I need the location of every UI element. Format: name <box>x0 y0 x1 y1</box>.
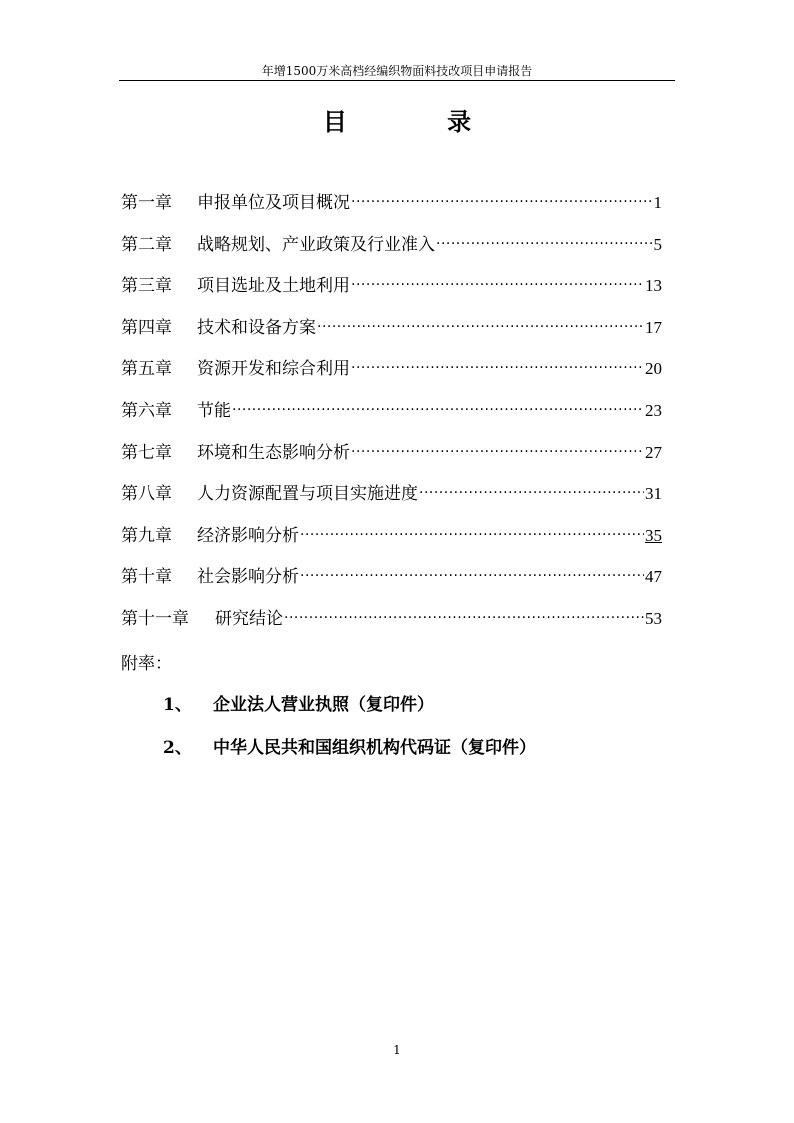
toc-leader-dots <box>436 233 653 250</box>
toc-entry[interactable] <box>121 438 662 480</box>
appendix-item <box>163 733 536 758</box>
toc-chapter-label: 第八章 <box>121 484 172 505</box>
toc-chapter-label: 第十一章 <box>121 608 189 629</box>
toc-leader-dots <box>419 482 644 499</box>
appendix-item-text: 企业法人营业执照（复印件） <box>213 695 434 715</box>
toc-entry[interactable] <box>121 562 662 604</box>
toc-chapter-label: 第五章 <box>121 359 172 380</box>
toc-page-number: 23 <box>645 400 662 420</box>
toc-entry-title: 环境和生态影响分析 <box>197 442 350 463</box>
toc-entry-title: 研究结论 <box>215 608 283 629</box>
toc-leader-dots <box>284 607 644 624</box>
toc-chapter-label: 第七章 <box>121 442 172 463</box>
toc-entry-title: 社会影响分析 <box>197 567 299 588</box>
appendix-item-number: 2、 <box>163 738 192 758</box>
toc-page-number: 20 <box>645 359 662 379</box>
toc-entry-title: 项目选址及土地利用 <box>197 276 350 297</box>
toc-leader-dots <box>300 565 644 582</box>
toc-leader-dots <box>351 191 653 208</box>
toc-chapter-label: 第一章 <box>121 193 172 213</box>
toc-chapter-label: 第六章 <box>121 400 172 421</box>
appendix-item-number: 1、 <box>163 695 192 715</box>
toc-entry-title: 经济影响分析 <box>197 525 299 546</box>
toc-entry-title: 技术和设备方案 <box>197 317 316 338</box>
toc-entry[interactable] <box>121 271 662 313</box>
toc-page-number: 5 <box>653 234 662 254</box>
toc-page-number: 1 <box>653 193 662 212</box>
toc-entry[interactable] <box>121 188 662 230</box>
header-divider <box>119 80 675 81</box>
toc-title: 目 录 <box>322 107 518 136</box>
toc-entry-title: 资源开发和综合利用 <box>197 359 350 380</box>
toc-entry[interactable] <box>121 354 662 396</box>
toc-page-number: 53 <box>645 608 662 628</box>
page-number: 1 <box>393 1043 401 1057</box>
appendix-item-text: 中华人民共和国组织机构代码证（复印件） <box>213 738 536 758</box>
appendix-item <box>163 690 434 715</box>
toc-page-number: 17 <box>645 317 662 337</box>
appendix-label: 附率： <box>121 654 172 674</box>
table-of-contents <box>121 188 662 646</box>
toc-leader-dots <box>232 399 644 416</box>
toc-page-number: 13 <box>645 276 662 296</box>
toc-entry[interactable] <box>121 479 662 521</box>
toc-entry[interactable] <box>121 521 662 563</box>
toc-entry[interactable] <box>121 604 662 646</box>
toc-page-number: 31 <box>645 484 662 504</box>
toc-entry[interactable] <box>121 313 662 355</box>
toc-page-number: 27 <box>645 442 662 462</box>
toc-entry[interactable] <box>121 230 662 272</box>
toc-page-number: 47 <box>645 567 662 587</box>
toc-entry-title: 申报单位及项目概况 <box>197 193 350 213</box>
toc-chapter-label: 第二章 <box>121 234 172 255</box>
toc-chapter-label: 第三章 <box>121 276 172 297</box>
toc-chapter-label: 第九章 <box>121 525 172 546</box>
toc-page-number: 35 <box>645 525 662 545</box>
toc-chapter-label: 第十章 <box>121 567 172 588</box>
toc-entry[interactable] <box>121 396 662 438</box>
toc-leader-dots <box>351 274 644 291</box>
toc-entry-title: 战略规划、产业政策及行业准入 <box>197 234 435 255</box>
running-header: 年增1500万米高档经编织物面料技改项目申请报告 <box>261 64 533 78</box>
toc-leader-dots <box>317 316 644 333</box>
toc-leader-dots <box>300 524 644 541</box>
toc-entry-title: 节能 <box>197 400 231 421</box>
toc-leader-dots <box>351 441 644 458</box>
toc-entry-title: 人力资源配置与项目实施进度 <box>197 484 418 505</box>
toc-leader-dots <box>351 357 644 374</box>
toc-chapter-label: 第四章 <box>121 317 172 338</box>
